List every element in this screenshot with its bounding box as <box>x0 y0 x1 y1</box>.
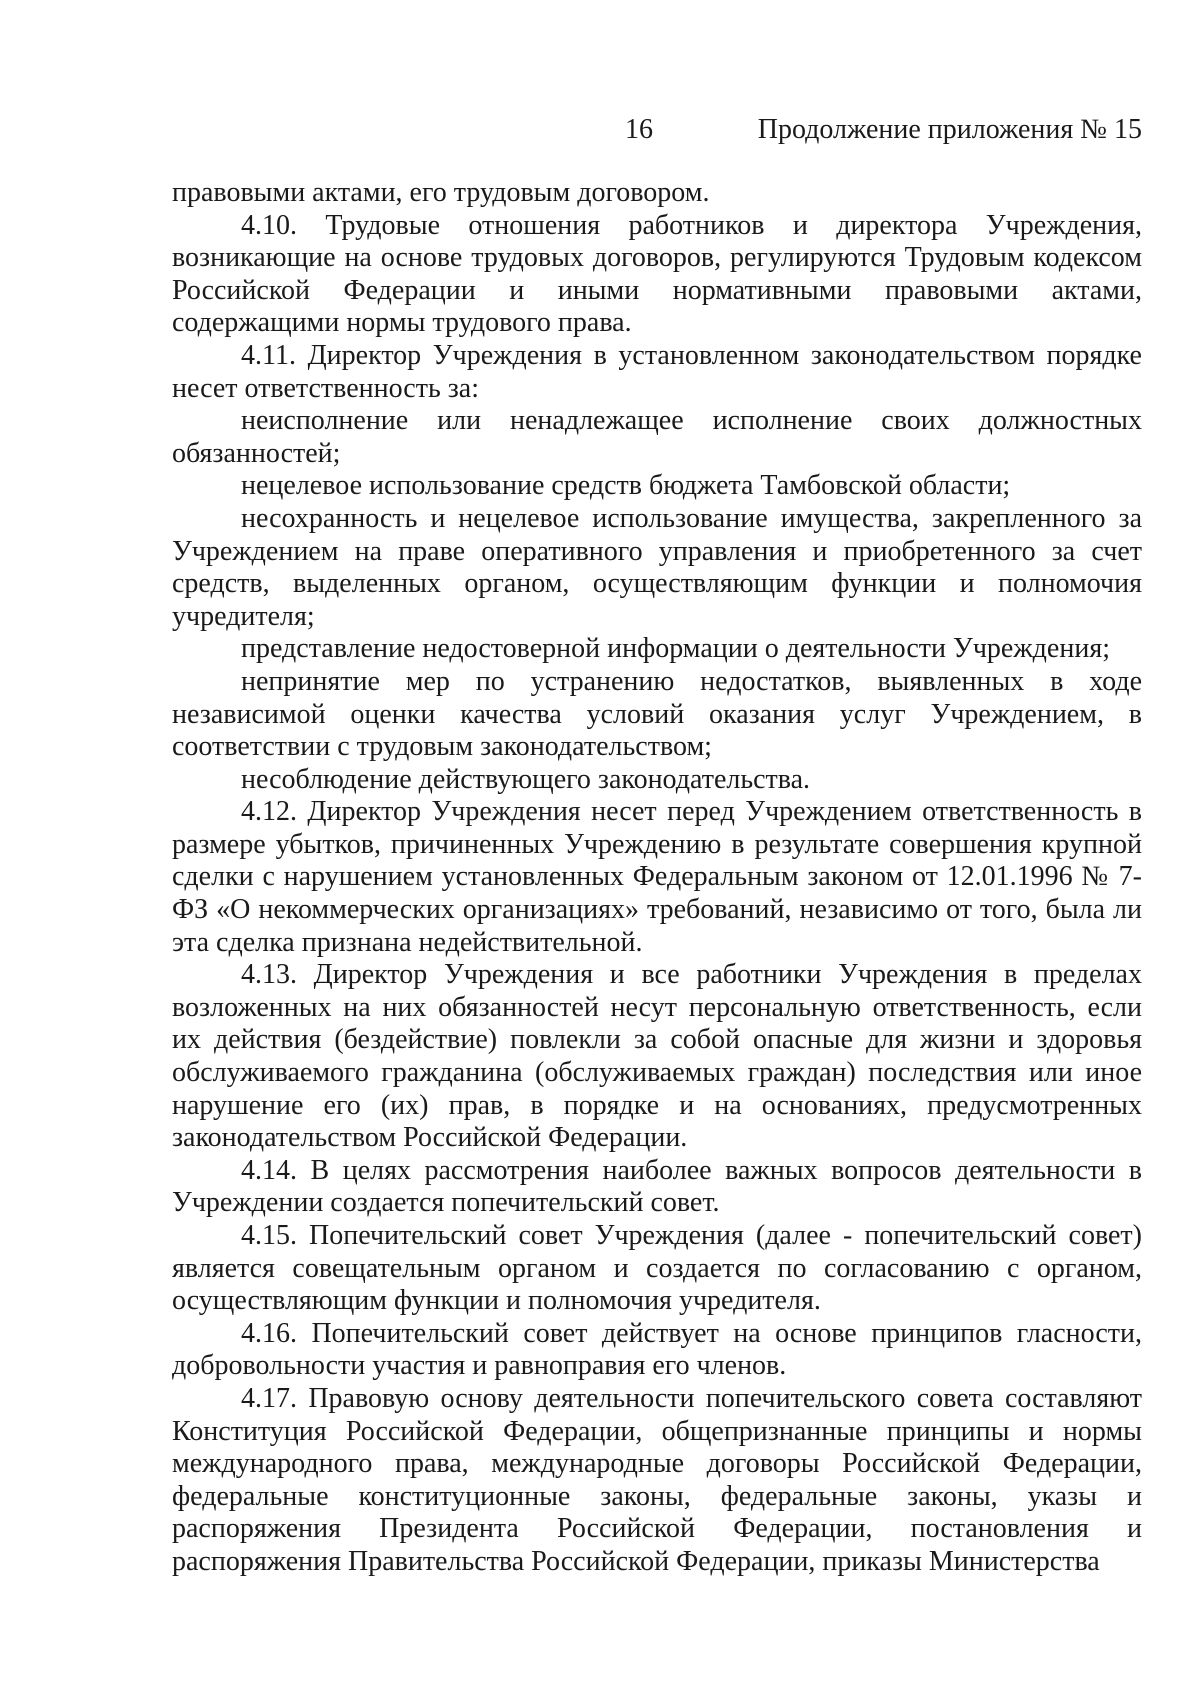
paragraph-4-14: 4.14. В целях рассмотрения наиболее важных вопросов деятельности в Учреждении создается попечительский совет. <box>172 1154 1142 1219</box>
list-item-nonperformance: неисполнение или ненадлежащее исполнение своих должностных обязанностей; <box>172 405 1142 469</box>
paragraph-4-11: 4.11. Директор Учреждения в установленном законодательством порядке несет ответственность за: <box>172 339 1142 404</box>
list-item-noncompliance: несоблюдение действующего законодательства. <box>241 763 811 795</box>
document-body <box>172 177 1142 1579</box>
page-number: 16 <box>625 114 653 145</box>
paragraph-4-17: 4.17. Правовую основу деятельности попечительского совета составляют Конституция Российской Федерации, общепризнанные принципы и нормы международного права, международные договоры Российской Федерации, федеральные конституционные законы, федеральные законы, указы и распоряжения Президента Российской Федерации, постановления и распоряжения Правительства Российской Федерации, приказы Министерства <box>172 1382 1142 1577</box>
paragraph-4-10: 4.10. Трудовые отношения работников и директора Учреждения, возникающие на основе трудовых договоров, регулируются Трудовым кодексом Российской Федерации и иными нормативными правовыми актами, содержащими нормы трудового права. <box>172 209 1142 339</box>
list-item-false-information: представление недостоверной информации о деятельности Учреждения; <box>241 633 1110 665</box>
paragraph-4-12: 4.12. Директор Учреждения несет перед Учреждением ответственность в размере убытков, причиненных Учреждению в результате совершения крупной сделки с нарушением установленных Федеральным законом от 12.01.1996 № 7-ФЗ «О некоммерческих организациях» требований, независимо от того, была ли эта сделка признана недействительной. <box>172 796 1142 958</box>
paragraph-4-16: 4.16. Попечительский совет действует на основе принципов гласности, добровольности участия и равноправия его членов. <box>172 1317 1142 1382</box>
paragraph-4-13: 4.13. Директор Учреждения и все работники Учреждения в пределах возложенных на них обязанностей несут персональную ответственность, если их действия (бездействие) повлекли за собой опасные для жизни и здоровья обслуживаемого гражданина (обслуживаемых граждан) последствия или иное нарушение его (их) прав, в порядке и на основаниях, предусмотренных законодательством Российской Федерации. <box>172 959 1142 1154</box>
list-item-deficiency-measures: непринятие мер по устранению недостатков, выявленных в ходе независимой оценки качества условий оказания услуг Учреждением, в соответствии с трудовым законодательством; <box>172 665 1142 763</box>
list-item-property-safety: несохранность и нецелевое использование имущества, закрепленного за Учреждением на праве оперативного управления и приобретенного за счет средств, выделенных органом, осуществляющим функции и полномочия учредителя; <box>172 502 1142 632</box>
running-head: Продолжение приложения № 15 <box>757 114 1142 145</box>
paragraph-continuation: правовыми актами, его трудовым договором. <box>172 177 710 208</box>
paragraph-4-15: 4.15. Попечительский совет Учреждения (далее - попечительский совет) является совещательным органом и создается по согласованию с органом, осуществляющим функции и полномочия учредителя. <box>172 1220 1142 1317</box>
list-item-budget-misuse: нецелевое использование средств бюджета Тамбовской области; <box>241 470 1011 502</box>
